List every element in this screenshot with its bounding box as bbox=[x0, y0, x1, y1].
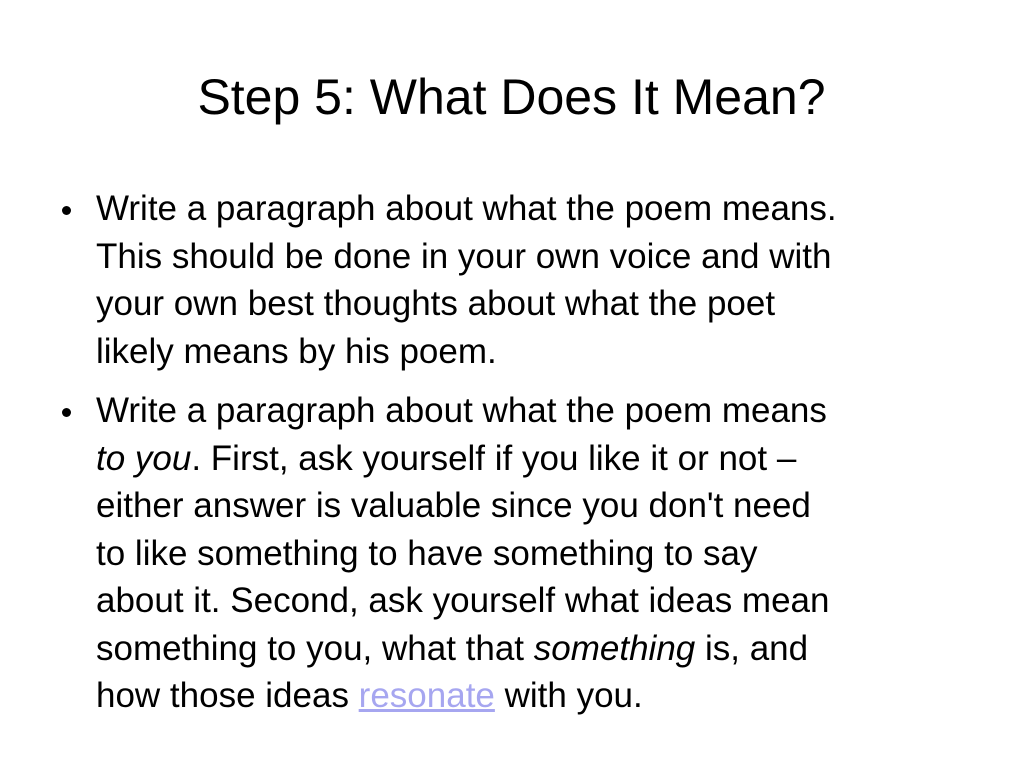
text-segment: is, and bbox=[695, 628, 809, 668]
text-line: to like something to have something to say bbox=[96, 533, 758, 573]
text-line: likely means by his poem. bbox=[96, 331, 497, 371]
text-line: about it. Second, ask yourself what ideas mean bbox=[96, 581, 830, 620]
bullet-text bbox=[96, 185, 986, 375]
resonate-link[interactable]: resonate bbox=[358, 676, 495, 715]
text-segment: how those ideas bbox=[96, 676, 359, 715]
text-line: This should be done in your own voice and with bbox=[96, 236, 832, 276]
italic-text: something bbox=[533, 628, 696, 668]
text-segment: something to you, what that bbox=[96, 628, 534, 668]
text-line: your own best thoughts about what the poet bbox=[96, 284, 776, 323]
text-line: Write a paragraph about what the poem means bbox=[96, 391, 827, 430]
text-line: either answer is valuable since you don't need bbox=[96, 486, 811, 525]
slide-title: Step 5: What Does It Mean? bbox=[197, 69, 826, 125]
bullet-text bbox=[96, 387, 986, 720]
text-line: Write a paragraph about what the poem means. bbox=[96, 189, 837, 228]
bullet-dot-icon bbox=[62, 408, 71, 417]
text-segment: with you. bbox=[494, 676, 643, 715]
text-segment: . First, ask yourself if you like it or not – bbox=[191, 438, 797, 478]
bullet-dot-icon bbox=[62, 206, 71, 215]
italic-text: to you bbox=[96, 438, 192, 478]
